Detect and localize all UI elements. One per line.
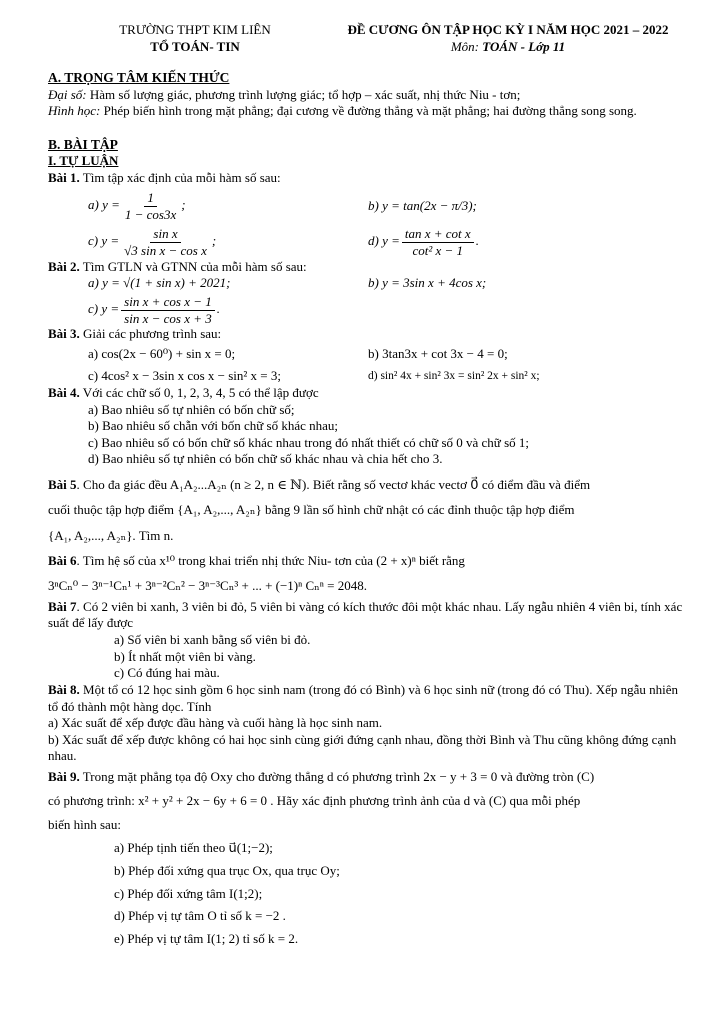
bai1-row2	[48, 226, 688, 258]
bai9-line3: biến hình sau:	[48, 817, 121, 833]
bai9-line1	[48, 765, 688, 789]
bai7-item-b: b) Ít nhất một viên bi vàng.	[114, 648, 256, 664]
b2c-right: .	[216, 300, 220, 316]
b1d-frac	[402, 226, 474, 258]
bai2-label: Bài 2.	[48, 258, 80, 274]
algebra-text: Hàm số lượng giác, phương trình lượng giác; tổ hợp – xác suất, nhị thức Niu - tơn;	[86, 86, 521, 102]
b1a-num: 1	[144, 190, 157, 207]
bai5-line1	[48, 472, 688, 497]
bai3-b: b) 3tan3x + cot 3x − 4 = 0;	[368, 345, 508, 361]
bai5-text1: . Cho đa giác đều A₁A₂...A₂ₙ (n ≥ 2, n ∈ ℕ). Biết rằng số vectơ khác vectơ 0⃗ có điểm đầu và điểm	[76, 477, 591, 493]
section-b-sub: I. TỰ LUẬN	[48, 153, 119, 169]
header	[48, 22, 688, 55]
bai8-text: Một tổ có 12 học sinh gồm 6 học sinh nam (trong đó có Bình) và 6 học sinh nữ (trong đó có Thu). Xếp ngẫu nhiên tổ đó thành một hàng dọc. Tính	[48, 681, 679, 714]
bai5-line2: cuối thuộc tập hợp điểm {A₁, A₂,..., A₂ₙ} bằng 9 lần số hình chữ nhật có các đỉnh thuộc tập hợp điểm	[48, 502, 575, 518]
bai3-text: Giải các phương trình sau:	[79, 326, 222, 342]
b1c-left: c) y =	[88, 233, 120, 249]
bai9-item-b: b) Phép đối xứng qua trục Ox, qua trục Oy;	[114, 862, 340, 878]
geometry-label: Hình học:	[48, 103, 101, 119]
bai1-a	[48, 190, 368, 222]
bai4-item-b: b) Bao nhiêu số chẵn với bốn chữ số khác nhau;	[88, 418, 339, 434]
bai1-row1	[48, 190, 688, 222]
b1a-den: 1 − cos3x	[124, 206, 177, 222]
b1c-num: sin x	[150, 226, 180, 243]
header-right	[318, 22, 698, 55]
bai2-text: Tìm GTLN và GTNN của mỗi hàm số sau:	[79, 258, 307, 274]
section-b-heading: B. BÀI TẬP	[48, 136, 118, 152]
b1d-left: d) y =	[368, 233, 400, 249]
bai2-c	[48, 294, 368, 326]
bai2-row2	[48, 294, 688, 326]
b1a-right: ;	[181, 197, 186, 213]
school-name: TRƯỜNG THPT KIM LIÊN	[119, 22, 271, 37]
bai3-a: a) cos(2x − 60⁰) + sin x = 0;	[88, 345, 236, 361]
bai1	[48, 170, 688, 187]
bai4-item-c: c) Bao nhiêu số có bốn chữ số khác nhau trong đó nhất thiết có chữ số 0 và chữ số 1;	[88, 434, 530, 450]
b1d-right: .	[475, 233, 479, 249]
b1a-frac	[122, 190, 179, 222]
bai9	[48, 765, 688, 837]
bai2	[48, 259, 688, 276]
b1d-num: tan x + cot x	[402, 226, 474, 243]
bai2-row1	[48, 275, 688, 292]
bai9-item-c: c) Phép đối xứng tâm I(1;2);	[114, 885, 263, 901]
bai2-b: b) y = 3sin x + 4cos x;	[368, 275, 487, 291]
bai6-label: Bài 6	[48, 553, 77, 569]
bai4	[48, 385, 688, 402]
subject: TOÁN - Lớp 11	[482, 38, 566, 54]
bai5-line3: {A₁, A₂,..., A₂ₙ}. Tìm n.	[48, 527, 174, 543]
bai6-equation: 3ⁿCₙ⁰ − 3ⁿ⁻¹Cₙ¹ + 3ⁿ⁻²Cₙ² − 3ⁿ⁻³Cₙ³ + ... + (−1)ⁿ Cₙⁿ = 2048.	[48, 578, 367, 594]
section-a-geometry	[48, 103, 688, 120]
bai3-c: c) 4cos² x − 3sin x cos x − sin² x = 3;	[88, 368, 282, 384]
b2c-den: sin x − cos x + 3	[124, 310, 212, 326]
b2c-num: sin x + cos x − 1	[121, 294, 215, 311]
department: TỔ TOÁN- TIN	[150, 38, 240, 54]
subject-line	[318, 39, 698, 56]
geometry-text: Phép biến hình trong mặt phẳng; đại cương về đường thẳng và mặt phẳng; hai đường thẳng song song.	[100, 103, 637, 119]
bai7	[48, 599, 688, 632]
bai6-text1: . Tìm hệ số của x¹⁰ trong khai triển nhị thức Niu- tơn của (2 + x)ⁿ biết rằng	[76, 553, 465, 569]
b1c-frac	[121, 226, 210, 258]
bai3-row2	[48, 368, 688, 385]
section-a-heading: A. TRỌNG TÂM KIẾN THỨC	[48, 70, 230, 86]
bai9-item-d: d) Phép vị tự tâm O tỉ số k = −2 .	[114, 908, 286, 924]
bai3-row1	[48, 346, 688, 363]
bai3-d: d) sin² 4x + sin² 3x = sin² 2x + sin² x;	[368, 370, 540, 383]
bai9-items	[48, 837, 688, 951]
bai1-text: Tìm tập xác định của mỗi hàm số sau:	[79, 169, 281, 185]
bai7-text: . Có 2 viên bi xanh, 3 viên bi đỏ, 5 viên bi vàng có kích thước đôi một khác nhau. Lấy ngẫu nhiên 4 viên bi, tính xác suất để lấy được	[48, 598, 683, 631]
bai3	[48, 326, 688, 343]
bai8	[48, 682, 688, 715]
bai4-text: Với các chữ số 0, 1, 2, 3, 4, 5 có thể lập được	[79, 384, 319, 400]
bai4-item-a: a) Bao nhiêu số tự nhiên có bốn chữ số;	[88, 401, 295, 417]
section-a-algebra	[48, 87, 688, 104]
b1d-den: cot² x − 1	[412, 243, 464, 259]
b1a-left: a) y =	[88, 197, 120, 213]
subject-label: Môn:	[450, 38, 483, 54]
bai3-label: Bài 3.	[48, 326, 80, 342]
bai7-item-c: c) Có đúng hai màu.	[114, 665, 220, 681]
b1c-right: ;	[211, 233, 217, 249]
algebra-label: Đại số:	[48, 86, 87, 102]
bai9-line2: có phương trình: x² + y² + 2x − 6y + 6 = 0 . Hãy xác định phương trình ảnh của d và (C) qua mỗi phép	[48, 793, 581, 809]
bai1-label: Bài 1.	[48, 169, 80, 185]
header-left	[100, 22, 290, 55]
bai9-label: Bài 9.	[48, 769, 80, 785]
bai9-item-e: e) Phép vị tự tâm I(1; 2) tỉ số k = 2.	[114, 931, 299, 947]
bai5-label: Bài 5	[48, 477, 77, 493]
bai8-label: Bài 8.	[48, 681, 80, 697]
bai6	[48, 548, 688, 599]
bai4-item-d: d) Bao nhiêu số tự nhiên có bốn chữ số khác nhau và chia hết cho 3.	[88, 451, 443, 467]
bai7-label: Bài 7	[48, 598, 77, 614]
bai8-item-a: a) Xác suất để xếp được đầu hàng và cuối hàng là học sinh nam.	[48, 715, 383, 731]
bai2-a: a) y = √(1 + sin x) + 2021;	[88, 275, 231, 291]
bai1-b: b) y = tan(2x − π/3);	[368, 198, 477, 214]
bai4-label: Bài 4.	[48, 384, 80, 400]
bai7-item-a: a) Số viên bi xanh bằng số viên bi đỏ.	[114, 632, 311, 648]
b2c-frac	[121, 294, 215, 326]
bai1-c	[48, 226, 368, 258]
b2c-left: c) y =	[88, 300, 120, 316]
bai9-text1: Trong mặt phẳng tọa độ Oxy cho đường thẳng d có phương trình 2x − y + 3 = 0 và đường tròn (C)	[79, 769, 595, 785]
b1c-den: √3 sin x − cos x	[124, 243, 207, 259]
bai5	[48, 472, 688, 548]
doc-title: ĐỀ CƯƠNG ÔN TẬP HỌC KỲ I NĂM HỌC 2021 – 2022	[347, 22, 669, 37]
bai9-item-a: a) Phép tịnh tiến theo u⃗(1;−2);	[114, 840, 273, 856]
bai1-d	[368, 226, 688, 258]
bai8-item-b: b) Xác suất để xếp được không có hai học sinh cùng giới đứng cạnh nhau, đồng thời Bình và Thu cũng không đứng cạnh nhau.	[48, 731, 677, 764]
bai6-line1	[48, 548, 688, 573]
